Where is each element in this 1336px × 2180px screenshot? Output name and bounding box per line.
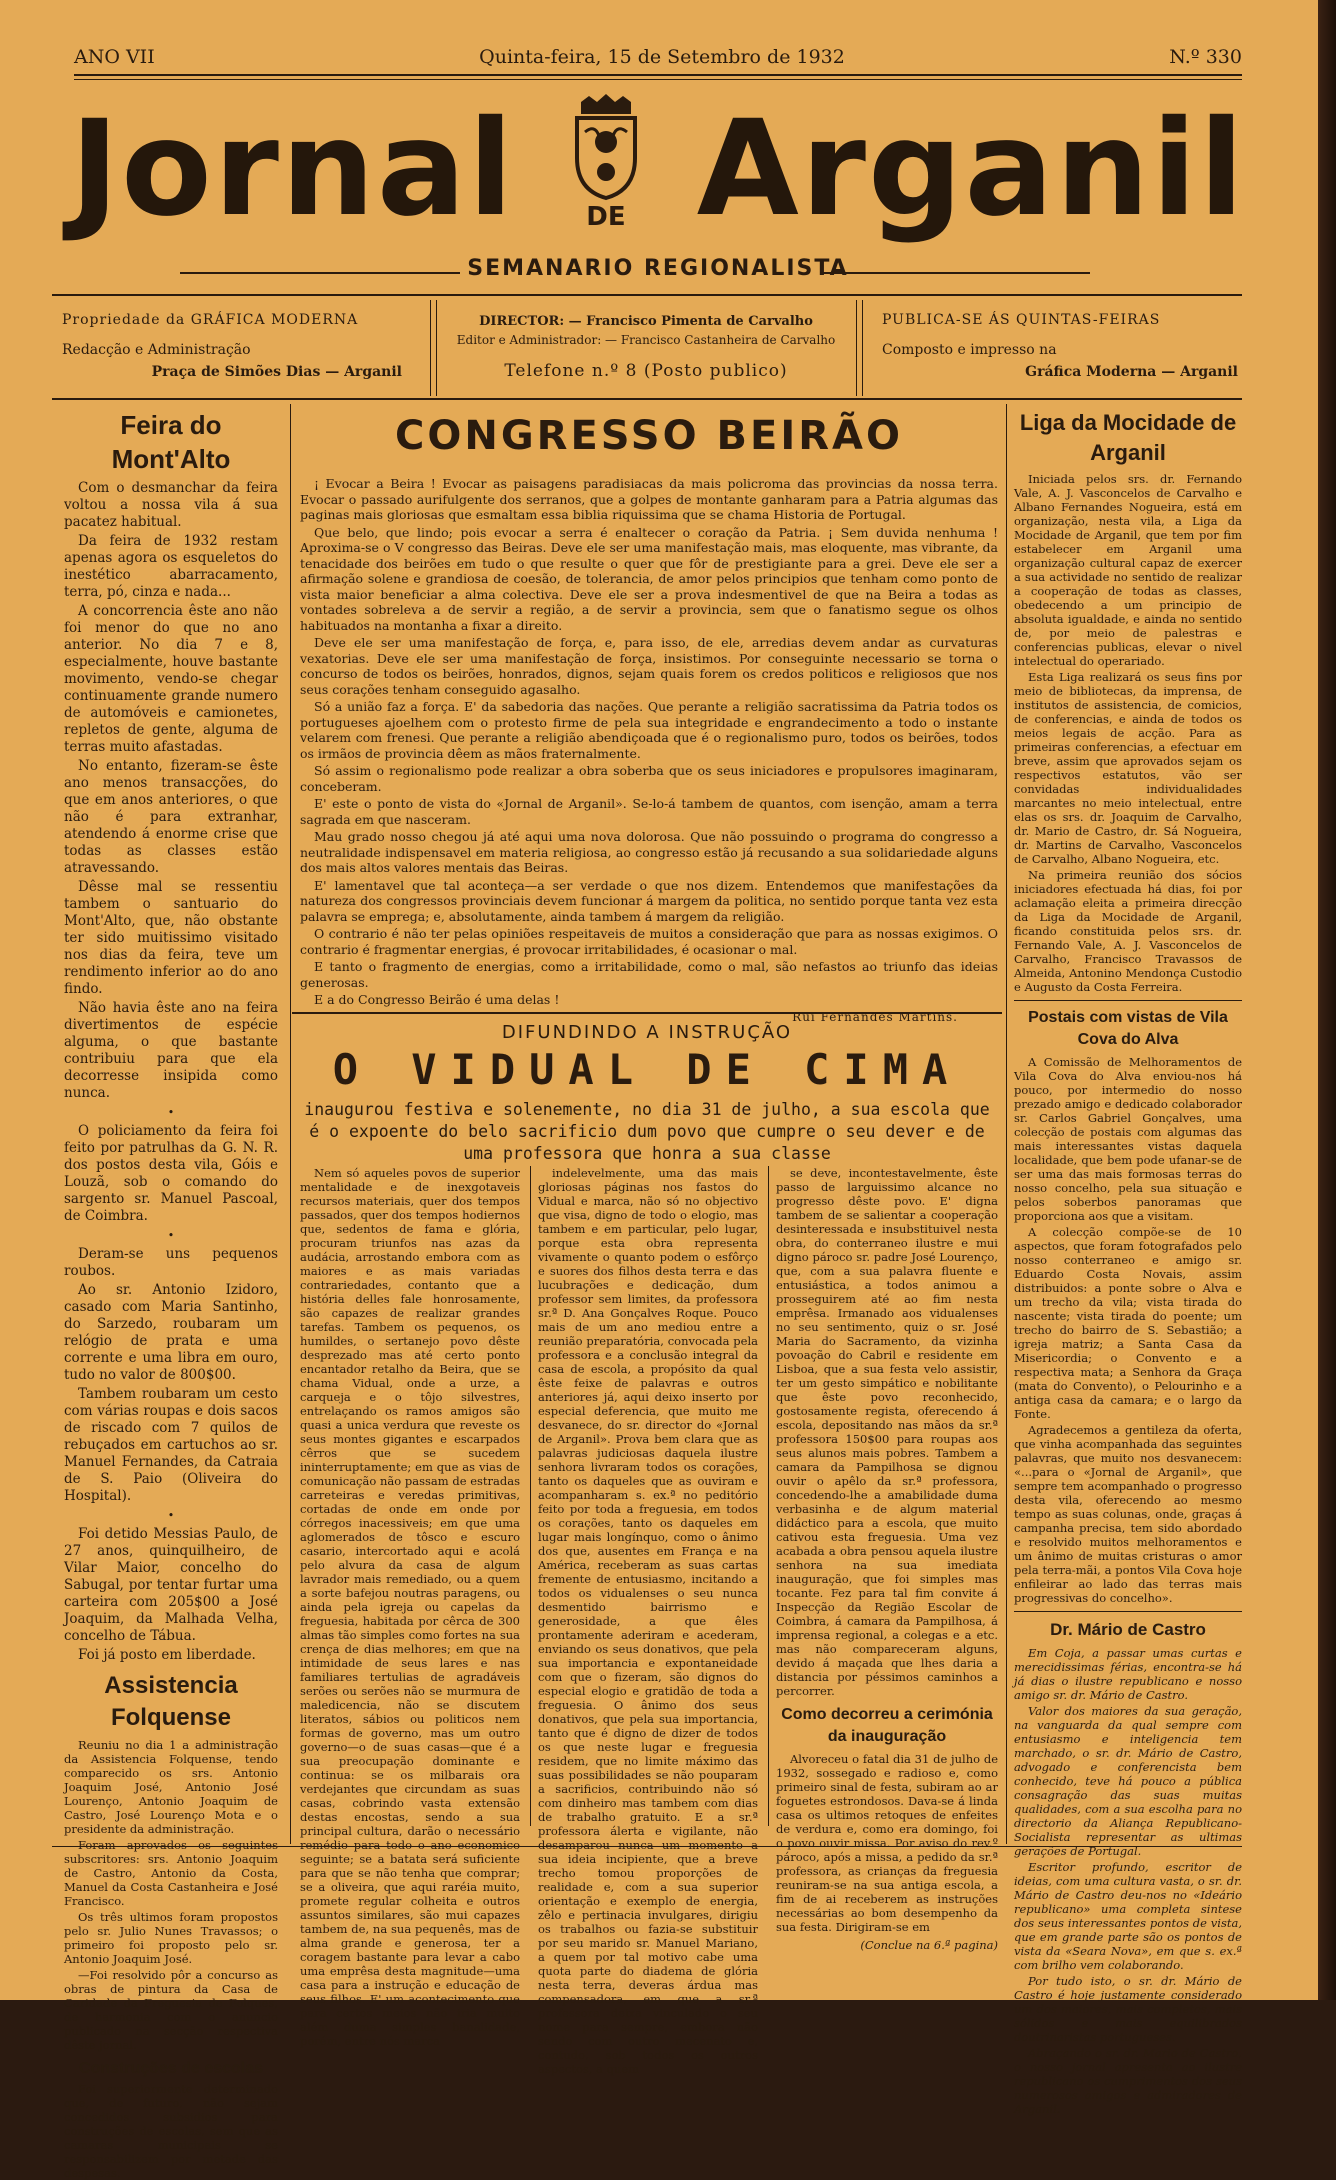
- vidual-paragraph: Nem só aqueles povos de superior mentalidade e de inexgotaveis recursos materiais, quer dos tempos passados, quer dos tempos hodiernos que, sedentos de fama e glória, procuram triunfos nas azas da audácia, arrostando embora com as maiores e as mais variadas contrariedades, contanto que a história delles fale honrosamente, são capazes de realizar grandes tarefas. Tambem os pequenos, os humildes, o sertanejo povo dêste desprezado mas até certo ponto encantador retalho da Beira, que se chama Vidual, onde a urze, a carqueja e o tôjo silvestres, entrelaçando os ramos amigos são quasi a unica verdura que reveste os seus montes gigantes e escarpados cêrros que se sucedem ininterruptamente; em que as vias de comunicação não passam de estradas carreteiras e veredas primitivas, cortadas de onde em onde por córregos inacessiveis; em que uma aglomerados de tôsco e escuro casario, intercortado aqui e acolá pelo alvura da casa de algum lavrador mais remediado, ou a quem a sorte bafejou noutras paragens, ou ainda pela igreja ou capelas da freguesia, habitada por cêrca de 300 almas tão simples como fortes na sua crença de dias melhores; em que na intimidade de seus lares e nas familiares tertulias de agradáveis serões ou serões não se murmura de maledicencia, não se discutem literatos, sábios ou politicos nem formas de governo, mas um outro governo—o de suas casas—que é a sua preocupação dominante e continua: se os milbarais ora verdejantes que circundam as suas casas, cobrindo vasta extensão destas encostas, sendo a sua principal cultura, darão o necessário remédio para todo o ano economico seguinte; se a batata será suficiente para que se não tenha que comprar; se a oliveira, que aqui raréia muito, promete regular colheita e outros assuntos similares, são mui capazes tambem de, na sua pequenês, mas de alma grande e generosa, ter a coragem bastante para levar a cabo uma emprêsa desta magnitude—uma casa para a instrução e educação de seus filhos. E' um acontecimento que para certos meios não iria muito além duma simples banalidade, porém, entre nós marca: [300, 1166, 520, 2048]
- congresso-paragraph: ¡ Evocar a Beira ! Evocar as paisagens paradisiacas da mais policroma das provincias da nossa terra. Evocar o passado aurifulgente dos serranos, que a golpes de montante ganharam para a Patria algumas das paginas mais gloriosas que esmaltam essa biblia riquissima que se chama Historia de Portugal.: [300, 476, 998, 522]
- masthead: [70, 84, 1246, 254]
- feira-paragraph: Não havia êste ano na feira divertimentos de espécie alguma, o que bastante contribuiu para que ela decorresse insipida como nunca.: [64, 1000, 278, 1101]
- congresso-paragraph: E' este o ponto de vista do «Jornal de Arganil». Se-lo-á tambem de quantos, com isenção, amam a terra sagrada em que nasceram.: [300, 796, 998, 827]
- masthead-word-arganil: Arganil: [696, 92, 1246, 246]
- assistencia-paragraph: Os três ultimos foram propostos pelo sr. Julio Nunes Travassos; o primeiro foi proposto pelo sr. Antonio Joaquim José.: [64, 1910, 278, 1966]
- info-bottom-rule: [52, 398, 1242, 400]
- top-rule: [74, 74, 1242, 76]
- vidual-subheading: Como decorreu a cerimónia da inauguração: [781, 1706, 993, 1745]
- feira-paragraph: Deram-se uns pequenos roubos.: [64, 1246, 278, 1279]
- info-director: DIRECTOR: — Francisco Pimenta de Carvalho: [479, 314, 813, 329]
- issue-date: Quinta-feira, 15 de Setembro de 1932: [479, 46, 845, 68]
- feira-paragraph: Dêsse mal se ressentiu tambem o santuario do Mont'Alto, que, não obstante ter sido muitissimo visitado nos dias da feira, teve um rendimento inferior ao do ano findo.: [64, 879, 278, 997]
- info-printed: Composto e impresso na: [882, 342, 1057, 358]
- column-rule: [290, 404, 291, 1844]
- vidual-paragraph: se deve, incontestavelmente, êste passo de larguissimo alcance no progresso dêste povo. E' digna tambem de se salientar a cooperação desinteressada e insubstituivel nesta obra, do conterraneo ilustre e mui digno pároco sr. padre José Lourenço, que, com a sua palavra fluente e entusiástica, a todos animou a prosseguirem até ao fim nesta emprêsa. Irmanado aos vidualenses no seu sentimento, quiz o sr. José Maria do Sacramento, da vizinha povoação do Cabril e residente em Lisboa, que a sua festa velo assistir, ter um gesto simpático e nobilitante que êste povo reconhecido, gostosamente regista, oferecendo á escola, depositando nas mãos da sr.ª professora 150$00 para roupas aos seus alunos mais pobres. Tambem a camara da Pampilhosa se dignou ouvir o apêlo da sr.ª professora, concedendo-lhe a amabilidade duma verbasinha e de algum material didáctico para a escola, que muito cativou esta freguesia. Uma vez acabada a obra pensou aquela ilustre senhora na sua imediata inauguração, que foi simples mas tocante. Fez para tal fim convite á Inspecção da Região Escolar de Coimbra, á camara da Pampilhosa, á imprensa regional, a colegas e a etc. mas não compareceram alguns, devido á maçada que lhes daria a distancia por péssimos caminhos a percorrer.: [776, 1166, 998, 1698]
- vidual-continued: (Conclue na 6.ª pagina): [860, 1938, 998, 1952]
- masthead-word-jornal: Jornal: [70, 92, 516, 246]
- feira-paragraph: No entanto, fizeram-se êste ano menos transacções, do que em anos anteriores, o que não é para extranhar, atendendo á enorme crise que todas as classes estão atravessando.: [64, 758, 278, 876]
- vidual-title: O VIDUAL DE CIMA: [332, 1045, 962, 1094]
- crest: [563, 94, 649, 244]
- info-center: [446, 300, 846, 396]
- feira-paragraph: O policiamento da feira foi feito por patrulhas da G. N. R. dos postos desta vila, Góis e Louzã, sob o comando do sargento sr. Manuel Pascoal, de Coimbra.: [64, 1123, 278, 1224]
- congresso-title: CONGRESSO BEIRÃO: [395, 413, 903, 459]
- vidual-column-2: [538, 1166, 758, 2076]
- info-right: [882, 300, 1238, 396]
- construcoes-paragraph: Foi superiormente determinado que, de futuro, não sejam concedidos subsidios para construções de escolas, sem que as camaras municipais se responsabilizem por metade das despesas.: [64, 2082, 278, 2180]
- section-rule: [1014, 1000, 1242, 1001]
- info-divider-right: [856, 300, 857, 396]
- postais-paragraph: A Comissão de Melhoramentos de Vila Cova do Alva enviou-nos há pouco, por intermedio do nosso prezado amigo e dedicado colaborador sr. Carlos Gabriel Gonçalves, uma colecção de postais com algumas das mais interessantes vistas daquela localidade, que bem pode ufanar-se de ser uma das mais formosas terras do nosso concelho, pela sua situação e pelos soberbos panoramas que proporciona aos que a visitam.: [1014, 1055, 1242, 1223]
- castro-heading: Dr. Mário de Castro: [1050, 1620, 1206, 1639]
- feira-paragraph: Com o desmanchar da feira voltou a nossa vila á sua pacatez habitual.: [64, 480, 278, 530]
- info-left: [62, 300, 402, 396]
- congresso-paragraph: E' lamentavel que tal aconteça—a ser verdade o que nos dizem. Entendemos que manifestações da natureza dos congressos provinciais devem funcionar á margem da politica, no sentido porque tanta vez esta palavra se emprega; e, absolutamente, ainda tambem á margem da religião.: [300, 877, 998, 924]
- column-rule: [530, 1166, 531, 1826]
- column-rule: [768, 1166, 769, 1826]
- info-address: Praça de Simões Dias — Arganil: [151, 364, 402, 380]
- vidual-paragraph: Alvoreceu o fatal dia 31 de julho de 1932, sossegado e radioso e, como primeiro sinal de festa, subiram ao ar foguetes estrondosos. Dava-se á linda casa os ultimos retoques de enfeites de verdura e, como era domingo, foi o povo ouvir missa. Por aviso do rev.º pároco, após a missa, a pedido da sr.ª professora, as crianças da freguesia reuniram-se na sua antiga escola, a fim de ai receberem as instruções necessárias ao bom desempenho da sua festa. Dirigiram-se em: [776, 1752, 998, 1934]
- liga-heading: Liga da Mocidade de Arganil: [1019, 410, 1237, 465]
- vidual-deck: inaugurou festiva e solenemente, no dia 31 de julho, a sua escola que é o expoente do belo sacrificio dum povo que cumpre o seu dever e de uma professora que honra a sua classe: [304, 1100, 990, 1163]
- separator-dot: •: [167, 1229, 175, 1242]
- right-column: [1014, 408, 1242, 2116]
- info-editor: Editor e Administrador: — Francisco Castanheira de Carvalho: [456, 333, 836, 347]
- congresso-paragraph: E tanto o fragmento de energias, como a irritabilidade, como o mal, são nefastos ao triunfo das ideias generosas.: [300, 959, 998, 990]
- info-divider-left-2: [436, 300, 437, 396]
- info-top-rule: [52, 294, 1242, 296]
- congresso-paragraph: O contrario é não ter pelas opiniões respeitaveis de muitos a consideração que para as nossas exigimos. O contrario é fragmentar energias, é provocar irritabilidades, é ocasionar o mal.: [300, 926, 998, 957]
- liga-paragraph: Iniciada pelos srs. dr. Fernando Vale, A. J. Vasconcelos de Carvalho e Albano Fernandes Nogueira, está em organização, nesta vila, a Liga da Mocidade de Arganil, que tem por fim estabelecer em Arganil uma organização cultural capaz de exercer a sua actividade no sentido de realizar a cooperação de todas as classes, obedecendo a um principio de absoluta igualdade, e ainda no sentido de, por meio de palestras e conferencias publicas, elevar o nivel intelectual do operariado.: [1014, 472, 1242, 668]
- info-phone: Telefone n.º 8 (Posto publico): [504, 361, 788, 381]
- assistencia-paragraph: Reuniu no dia 1 a administração da Assistencia Folquense, tendo comparecido os srs. Antonio Joaquim José, Antonio José Lourenço, Antonio Joaquim de Castro, José Lourenço Mota e o presidente da administração.: [64, 1738, 278, 1836]
- castro-paragraph: Em Coja, a passar umas curtas e merecidissimas férias, encontra-se há já dias o ilustre republicano e nosso amigo sr. dr. Mário de Castro.: [1014, 1646, 1242, 1702]
- castro-paragraph: Escritor profundo, escritor de ideias, com uma cultura vasta, o sr. dr. Mário de Castro deu-nos no «Ideário republicano» uma completa sintese dos seus interessantes pontos de vista, que em grande parte são os pontos de vista da «Seara Nova», em que s. ex.ª com brilho vem colaborando.: [1014, 1860, 1242, 1972]
- congresso-paragraph: E a do Congresso Beirão é uma delas !: [314, 992, 560, 1007]
- assistencia-paragraph: Foram aprovados os seguintes subscritores: srs. Antonio Joaquim de Castro, Antonio da Costa, Manuel da Costa Castanheira e José Francisco.: [64, 1838, 278, 1908]
- year-label: ANO VII: [74, 46, 155, 68]
- section-rule: [1014, 1611, 1242, 1612]
- congresso-paragraph: Só assim o regionalismo pode realizar a obra soberba que os seus iniciadores e propulsores imaginaram, conceberam.: [300, 763, 998, 794]
- binding-spine: [1318, 0, 1336, 2000]
- left-column: [64, 408, 278, 2180]
- info-divider-left: [430, 300, 431, 396]
- feira-heading: Feira do Mont'Alto: [111, 410, 231, 474]
- info-redaction: Redacção e Administração: [62, 342, 251, 358]
- info-divider-right-2: [862, 300, 863, 396]
- assistencia-heading: Assistencia Folquense: [104, 1672, 238, 1731]
- dateline: [74, 46, 1242, 68]
- vidual-kicker: DIFUNDINDO A INSTRUÇÃO: [501, 1022, 793, 1043]
- liga-paragraph: Esta Liga realizará os seus fins por meio de bibliotecas, da imprensa, de institutos de assistencia, de comicios, de conferencias, e ainda de todos os meios legais de acção. Para as primeiras conferencias, a efectuar em breve, assim que aprovados sejam os respectivos estatutos, vão ser convidadas individualidades marcantes no meio intelectual, entre elas os srs. dr. Joaquim de Carvalho, dr. Mario de Castro, dr. Sá Nogueira, dr. Martins de Carvalho, Vasconcelos de Carvalho, Albano Nogueira, etc.: [1014, 670, 1242, 866]
- congresso-paragraph: Só a união faz a força. E' da sabedoria das nações. Que perante a religião sacratissima da Patria todos os portugueses ajoelhem com o protesto firme de pela sua integridade e engrandecimento a todo o instante velarem com frenesi. Que perante a religião abendiçoada que é o regionalismo puro, todos os beirões, todos os irmãos de provincia dêem as mãos fraternalmente.: [300, 699, 998, 761]
- castro-paragraph: Por tudo isto, o sr. dr. Mário de Castro é hoje justamente considerado um dos maiores, mais completos, mais sólidos e mais equilibrados doutrinaristas portugueses.: [1014, 1974, 1242, 2044]
- subtitle: SEMANARIO REGIONALISTA: [467, 256, 849, 281]
- issue-number: N.º 330: [1169, 46, 1242, 68]
- column-rule: [1006, 404, 1007, 1844]
- feira-paragraph: A concorrencia êste ano não foi menor do que no ano anterior. No dia 7 e 8, especialmente, houve bastante movimento, vendo-se chegar continuamente grande numero de automóveis e camionetes, repletos de gente, alguma de terras muito afastadas.: [64, 603, 278, 755]
- assistencia-paragraph: —Foi resolvido pôr a concurso as obras de pintura da Casa de Caridade da Freguesia de Folques, de harmonia com o anuncio publicado na secção respectiva dêste jornal.: [64, 1968, 278, 2052]
- postais-heading: Postais com vistas de Vila Cova do Alva: [1028, 1009, 1228, 1048]
- vidual-paragraph: indelevelmente, uma das mais gloriosas páginas nos fastos do Vidual e marca, não só no objectivo que visa, digno de todo o elogio, mas tambem e em particular, pelo lugar, porque esta obra representa vivamente o quanto podem o esfôrço e suores dos filhos desta terra e das lucubrações e dedicação, dum professor sem limites, da professora sr.ª D. Ana Gonçalves Roque. Pouco mais de um ano mediou entre a reunião preparatória, convocada pela professora e a conclusão integral da casa de escola, a propósito da qual êste feixe de palavras e outros anteriores já, aqui deixo inserto por especial deferencia, que muito me desvanece, do sr. director do «Jornal de Arganil». Prova bem clara que as palavras judiciosas daquela ilustre senhora livraram todos os corações, tanto os daqueles que as ouviram e acompanharam s. ex.ª no peditório feito por toda a freguesia, em todos os corações, tanto os daqueles em lugar mais longínquo, como o ânimo dos que, ausentes em França e na América, receberam as suas cartas fremente de entusiasmo, incitando a todos os vidualenses o seu nunca desmentido bairrismo e generosidade, a que êles prontamente aderiram e acederam, enviando os seus donativos, que pela sua importancia e expontaneidade com que o fizeram, são dignos do especial elogio e gratidão de toda a freguesia. O ânimo dos seus donativos, que pela sua importancia, tanto que é digno de dizer de todos os que neste lugar e freguesia residem, que no limite máximo das suas possibilidades se não pouparam a sacrificios, contribuindo não só com dinheiro mas tambem com dias de trabalho gratuito. E a sr.ª professora álerta e vigilante, não desamparou nunca um momento a sua ideia incipiente, que a breve trecho tomou proporções de realidade e, com a sua superior orientação e exemplo de energia, zêlo e pertinacia invulgares, dirigiu os trabalhos ou fazia-se substituir por seu marido sr. Manuel Mariano, a quem por tal motivo cabe uma quota parte do diadema de glória nesta terra, deveras árdua mas compensadora, em que a sr.ª professora deixa vinculado o seu nome para sempre, embora não sendo com outro mecenato e, contudo, sob todos os outros aspectos, a quem: [538, 1166, 758, 2076]
- coat-of-arms-icon: [571, 94, 641, 198]
- vidual-column-1: [300, 1166, 520, 2048]
- vidual-top-rule: [292, 1012, 1002, 1014]
- castro-paragraph: Abraçando o sr. dr. Mario de Castro, o nosso jornal apresenta ao ilustre republicano os cumprimentos dos seus numerosos amigos e admiradores de Arganil.: [1014, 2046, 1242, 2116]
- congresso-paragraph: Que belo, que lindo; pois evocar a serra é enaltecer o coração da Patria. ¡ Sem duvida nenhuma ! Aproxima-se o V congresso das Beiras. Deve ele ser uma manifestação mais, mas eloquente, mas vibrante, da tenacidade dos beirões em tudo o que resulte o quer que fôr de prestigiante para a grei. Deve ele ser a afirmação solene e grandiosa de coesão, de tolerancia, de amor pelos principios que tenham como ponto de vista maior beneficiar a alma colectiva. Deve ele ser a prova indesmentivel de que na Beira a todas as vontades sobreleva a de servir a região, a de servir a provincia, sem que o fanatismo segue os olhos habituados na montanha a fixar a direito.: [300, 524, 998, 633]
- construcoes-heading: Construções de escolas: [78, 2060, 264, 2077]
- feira-paragraph: Foi detido Messias Paulo, de 27 anos, quinquilheiro, de Vilar Maior, concelho do Sabugal, por tentar furtar uma carteira com 205$00 a José Joaquim, da Malhada Velha, concelho de Tábua.: [64, 1526, 278, 1644]
- feira-paragraph: Foi já posto em liberdade.: [78, 1647, 256, 1663]
- info-owner: Propriedade da GRÁFICA MODERNA: [62, 312, 359, 328]
- congresso-signature: Rui Fernandes Martins.: [792, 1009, 958, 1024]
- feira-paragraph: Tambem roubaram um cesto com várias roupas e dois sacos de riscado com 7 quilos de rebuçados em cartuchos ao sr. Manuel Fernandes, da Catraia de S. Paio (Oliveira do Hospital).: [64, 1386, 278, 1504]
- info-printer: Gráfica Moderna — Arganil: [1025, 364, 1238, 380]
- feira-paragraph: Da feira de 1932 restam apenas agora os esqueletos do inestético abarracamento, terra, pó, cinza e nada...: [64, 533, 278, 600]
- congresso-paragraph: Deve ele ser uma manifestação de força, e, para isso, de ele, arredias devem andar as curvaturas vexatorias. Deve ele ser uma manifestação de força, insistimos. Por conseguinte necessario se torna o concurso de todos os beirões, honrados, dignos, sejam quais forem os credos politicos e religiosos que nos seus corações tenham conseguido agasalho.: [300, 635, 998, 697]
- top-rule-thin: [74, 79, 1242, 80]
- bottom-rule: [52, 1846, 1242, 1847]
- separator-dot: •: [167, 1106, 175, 1119]
- info-publication: PUBLICA-SE ÁS QUINTAS-FEIRAS: [882, 312, 1161, 328]
- masthead-word-de: DE: [586, 202, 626, 232]
- vidual-column-3: [776, 1166, 998, 1952]
- castro-paragraph: Valor dos maiores da sua geração, na vanguarda da qual sempre com entusiasmo e inteligencia tem marchado, o sr. dr. Mário de Castro, advogado e conferencista bem conhecido, teve há pouco a pública consagração das suas muitas qualidades, com a sua escolha para no directorio da Aliança Republicano-Socialista representar as ultimas gerações de Portugal.: [1014, 1704, 1242, 1858]
- feira-paragraph: Ao sr. Antonio Izidoro, casado com Maria Santinho, do Sarzedo, roubaram um relógio de prata e uma corrente e uma libra em ouro, tudo no valor de 800$00.: [64, 1282, 278, 1383]
- postais-paragraph: Agradecemos a gentileza da oferta, que vinha acompanhada das seguintes palavras, que muito nos desvanecem: «...para o «Jornal de Arganil», que sempre tem acompanhado o progresso desta vila, oferecendo ao mesmo tempo as suas colunas, onde, graças á campanha precisa, tem sido abordado e resolvido muitos melhoramentos e um ânimo de muitas cristuras o amor pela terra-mãi, a pontos Vila Cova hoje enfileirar ao lado das terras mais progressivas do concelho».: [1014, 1423, 1242, 1605]
- vidual-article: [296, 1022, 998, 1165]
- congresso-paragraph: Mau grado nosso chegou já até aqui uma nova dolorosa. Que não possuindo o programa do congresso a neutralidade indispensavel em materia religiosa, ao congresso estão já recusando a sua solidariedade alguns dos mais altos valores mentais das Beiras.: [300, 829, 998, 875]
- postais-paragraph: A colecção compõe-se de 10 aspectos, que foram fotografados pelo nosso conterraneo e amigo sr. Eduardo Costa Novais, assim distribuidos: a ponte sobre o Alva e um trecho da vila; vista tirada do nascente; vista tirada do poente; um trecho do bairro de S. Sebastião; a igreja matriz; a Santa Casa da Misericordia; o Convento e a respectiva mata; a Senhora da Graça (mata do Convento), o Pelourinho e a antiga casa da camara; e o largo da Fonte.: [1014, 1225, 1242, 1421]
- separator-dot: •: [167, 1509, 175, 1522]
- liga-paragraph: Na primeira reunião dos sócios iniciadores efectuada há dias, foi por aclamação eleita a primeira direcção da Liga da Mocidade de Arganil, ficando constituida pelos srs. dr. Fernando Vale, A. J. Vasconcelos de Carvalho, Francisco Travassos de Almeida, Antonino Mendonça Custodio e Augusto da Costa Ferreira.: [1014, 868, 1242, 994]
- congresso-article: [300, 406, 998, 1025]
